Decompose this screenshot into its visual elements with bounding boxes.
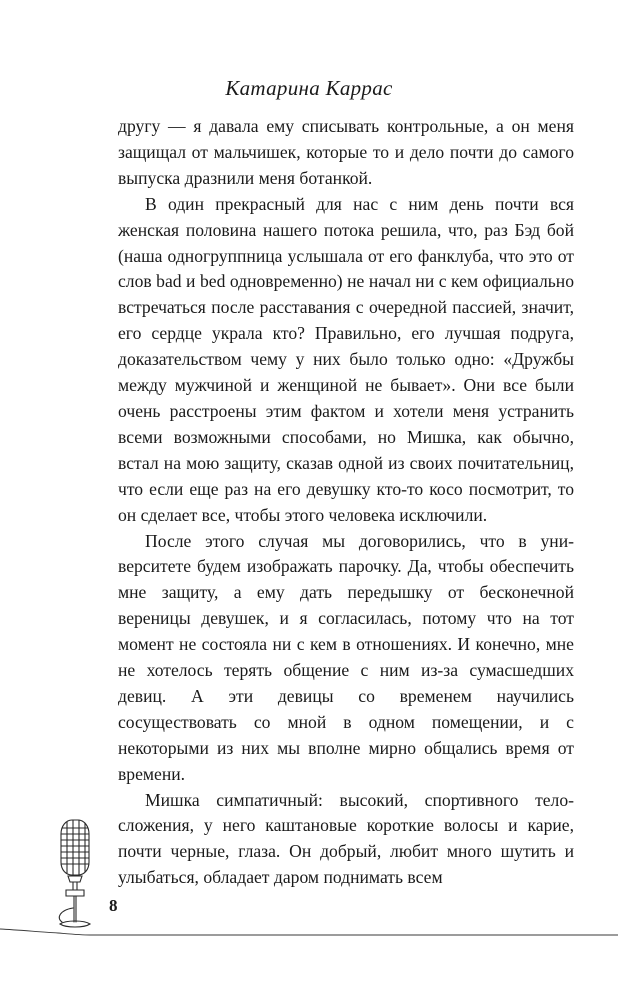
paragraph-3: После этого случая мы договорились, что в университете будем изображать парочку. Да, чтобы обеспечить мне защиту, а ему дать передышку от бесконечной вереницы девушек, и я согласилась, потому что на тот момент не состояла ни с кем в отношениях. И конечно, мне не хотелось терять общение с ним из-за сумасшедших девиц. А эти девицы со временем научились сосуществовать со мной в одном помещении, и с некоторыми из них мы вполне мирно общались время от времени. bbox=[118, 530, 574, 784]
page-number: 8 bbox=[109, 896, 118, 915]
paragraph-2: В один прекрасный для нас с ним день почти вся женская половина нашего потока решила, что, раз Бэд бой (наша одногруппница услышала от его фанклуба, что это от слов bad и bed одновременно) не начал ни с кем официально встречаться после расставания с очередной пассией, значит, его сердце украла кто? Правильно, его лучшая подруга, доказательством чему у них было только одно: «Дружбы между мужчиной и женщиной не бывает». Они все были очень расстроены этим фактом и хотели меня устранить всеми возможными способами, но Мишка, как обычно, встал на мою защиту, сказав одной из своих почитательниц, что если еще раз на его девушку кто-то косо посмотрит, то он сделает все, чтобы этого человека исключили. bbox=[118, 193, 574, 525]
body-text bbox=[118, 114, 574, 891]
running-head-author: Катарина Каррас bbox=[225, 76, 393, 100]
paragraph-1: другу — я давала ему списывать контрольные, а он меня защищал от мальчишек, которые то и дело почти до самого выпуска дразнили меня ботанкой. bbox=[118, 116, 574, 188]
paragraph-4: Мишка симпатичный: высокий, спортивного телосложения, у него каштановые короткие волосы и карие, почти черные, глаза. Он добрый, любит много шутить и улыбаться, обладает даром поднимать всем bbox=[118, 789, 574, 888]
microphone-icon bbox=[16, 818, 112, 944]
